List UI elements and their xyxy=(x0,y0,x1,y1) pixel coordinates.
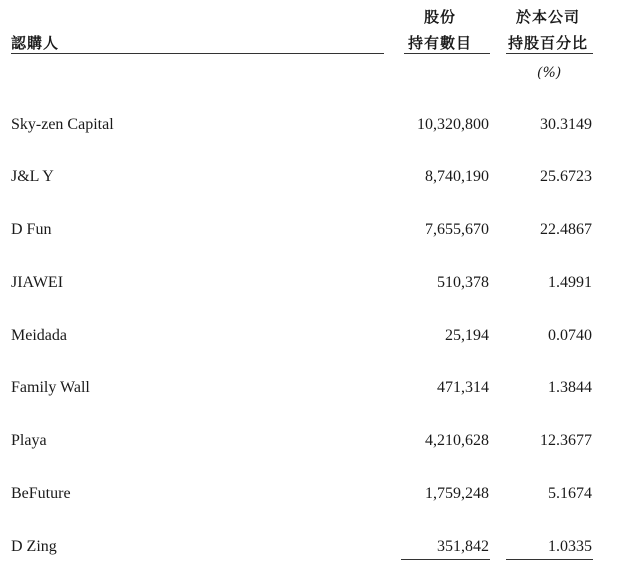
subscriber-name: BeFuture xyxy=(11,485,71,502)
table-row xyxy=(0,221,627,245)
shares-total-underline xyxy=(401,559,490,560)
pct-total-underline xyxy=(506,559,593,560)
subscriber-name: Playa xyxy=(11,432,47,449)
table-row xyxy=(0,274,627,298)
subscriber-name: J&L Y xyxy=(11,168,54,185)
shares-value: 7,655,670 xyxy=(425,221,489,238)
pct-value: 5.1674 xyxy=(548,485,592,502)
pct-header-line2: 持股百分比 xyxy=(508,34,589,52)
shares-value: 351,842 xyxy=(437,538,489,555)
subscriber-name: Family Wall xyxy=(11,379,90,396)
subscriber-header-underline xyxy=(11,53,384,54)
shares-value: 8,740,190 xyxy=(425,168,489,185)
pct-value: 0.0740 xyxy=(548,327,592,344)
subscriber-name: D Fun xyxy=(11,221,52,238)
pct-value: 25.6723 xyxy=(540,168,592,185)
shares-value: 510,378 xyxy=(437,274,489,291)
table-row xyxy=(0,485,627,509)
table-row xyxy=(0,168,627,192)
shares-header-line1: 股份 xyxy=(424,8,457,26)
shares-value: 4,210,628 xyxy=(425,432,489,449)
subscriber-name: Sky-zen Capital xyxy=(11,116,114,133)
subscriber-name: JIAWEI xyxy=(11,274,64,291)
pct-unit-label: (%) xyxy=(537,65,562,81)
table-row xyxy=(0,432,627,456)
pct-header-line1: 於本公司 xyxy=(516,8,581,26)
pct-value: 12.3677 xyxy=(540,432,592,449)
pct-value: 1.0335 xyxy=(548,538,592,555)
pct-value: 1.3844 xyxy=(548,379,592,396)
shares-value: 25,194 xyxy=(445,327,489,344)
pct-value: 30.3149 xyxy=(540,116,592,133)
shares-value: 1,759,248 xyxy=(425,485,489,502)
pct-value: 22.4867 xyxy=(540,221,592,238)
pct-header-underline xyxy=(506,53,593,54)
table-row xyxy=(0,379,627,403)
shares-header-underline xyxy=(404,53,490,54)
subscriber-header: 認購人 xyxy=(11,34,60,52)
subscriber-name: Meidada xyxy=(11,327,67,344)
table-row xyxy=(0,327,627,351)
shares-value: 471,314 xyxy=(437,379,489,396)
shares-header-line2: 持有數目 xyxy=(408,34,473,52)
table-row xyxy=(0,116,627,140)
subscriber-name: D Zing xyxy=(11,538,57,555)
pct-value: 1.4991 xyxy=(548,274,592,291)
shares-value: 10,320,800 xyxy=(417,116,489,133)
